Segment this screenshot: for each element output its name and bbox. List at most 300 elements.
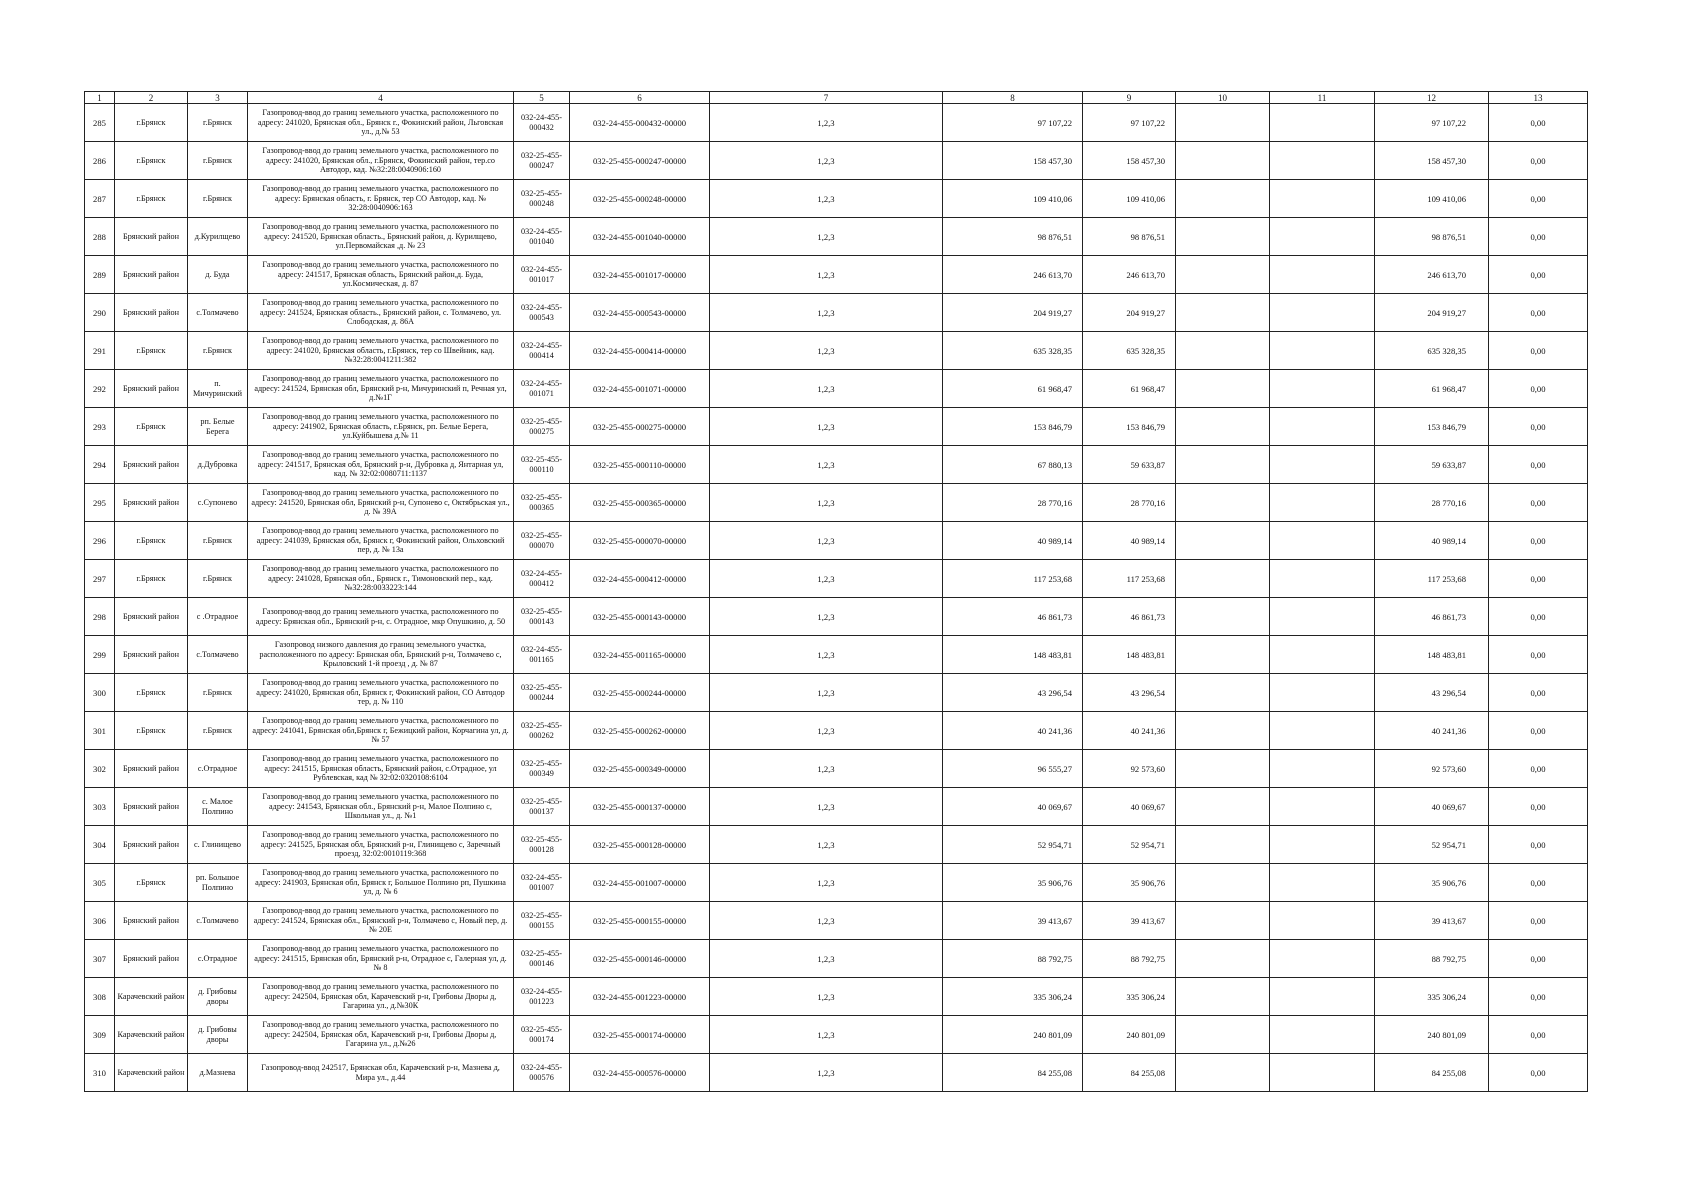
column-11-cell — [1270, 332, 1375, 370]
district-cell: г.Брянск — [115, 560, 188, 598]
book-value-cell: 98 876,51 — [1083, 218, 1176, 256]
residual-value-cell: 0,00 — [1489, 1054, 1588, 1092]
row-number-cell: 292 — [85, 370, 115, 408]
object-code-cell: 032-24-455-000414 — [514, 332, 570, 370]
column-10-cell — [1176, 294, 1270, 332]
row-number-cell: 309 — [85, 1016, 115, 1054]
object-code-cell: 032-25-455-000128 — [514, 826, 570, 864]
inventory-number-cell: 032-25-455-000128-00000 — [570, 826, 710, 864]
column-11-cell — [1270, 712, 1375, 750]
amount-cell: 46 861,73 — [1375, 598, 1489, 636]
description-cell: Газопровод-ввод до границ земельного участка, расположенного по адресу: 241524, Брянская обл, Брянский р-н, Мичуринский п, Речная ул, д.№1Г — [248, 370, 514, 408]
object-code-cell: 032-25-455-000349 — [514, 750, 570, 788]
inventory-number-cell: 032-24-455-000543-00000 — [570, 294, 710, 332]
column-10-cell — [1176, 978, 1270, 1016]
column-10-cell — [1176, 902, 1270, 940]
column-header: 12 — [1375, 92, 1489, 104]
row-number-cell: 298 — [85, 598, 115, 636]
locality-cell: г.Брянск — [188, 674, 248, 712]
column-10-cell — [1176, 788, 1270, 826]
amount-cell: 88 792,75 — [1375, 940, 1489, 978]
category-cell: 1,2,3 — [710, 180, 943, 218]
row-number-cell: 302 — [85, 750, 115, 788]
amount-cell: 97 107,22 — [1375, 104, 1489, 142]
district-cell: г.Брянск — [115, 332, 188, 370]
row-number-cell: 307 — [85, 940, 115, 978]
amount-cell: 40 241,36 — [1375, 712, 1489, 750]
description-cell: Газопровод-ввод до границ земельного участка, расположенного по адресу: 241903, Брянская обл, Брянск г, Большое Полпино рп, Пушкина ул, д. № 6 — [248, 864, 514, 902]
category-cell: 1,2,3 — [710, 446, 943, 484]
inventory-number-cell: 032-24-455-001040-00000 — [570, 218, 710, 256]
object-code-cell: 032-24-455-001017 — [514, 256, 570, 294]
document-sheet — [84, 91, 1588, 1092]
description-cell: Газопровод-ввод до границ земельного участка, расположенного по адресу: 241039, Брянская обл, Брянск г, Фокинский район, Ольховский пер, д. № 13а — [248, 522, 514, 560]
table-row — [85, 180, 1588, 218]
locality-cell: д. Грибовы дворы — [188, 978, 248, 1016]
column-10-cell — [1176, 104, 1270, 142]
book-value-cell: 153 846,79 — [1083, 408, 1176, 446]
description-cell: Газопровод низкого давления до границ земельного участка, расположенного по адресу: Брянская обл, Брянский р-н, Толмачево с, Крыловский 1-й проезд , д. № 87 — [248, 636, 514, 674]
description-cell: Газопровод-ввод 242517, Брянская обл, Карачевский р-н, Мазнева д, Мира ул., д.44 — [248, 1054, 514, 1092]
residual-value-cell: 0,00 — [1489, 294, 1588, 332]
district-cell: Брянский район — [115, 598, 188, 636]
inventory-number-cell: 032-25-455-000365-00000 — [570, 484, 710, 522]
district-cell: г.Брянск — [115, 408, 188, 446]
book-value-cell: 204 919,27 — [1083, 294, 1176, 332]
object-code-cell: 032-25-455-000248 — [514, 180, 570, 218]
book-value-cell: 109 410,06 — [1083, 180, 1176, 218]
amount-cell: 204 919,27 — [1375, 294, 1489, 332]
column-11-cell — [1270, 446, 1375, 484]
locality-cell: с.Отрадное — [188, 940, 248, 978]
category-cell: 1,2,3 — [710, 598, 943, 636]
column-number-row — [85, 92, 1588, 104]
column-header: 5 — [514, 92, 570, 104]
residual-value-cell: 0,00 — [1489, 408, 1588, 446]
locality-cell: д.Курилщево — [188, 218, 248, 256]
column-10-cell — [1176, 864, 1270, 902]
column-header: 4 — [248, 92, 514, 104]
locality-cell: рп. Белые Берега — [188, 408, 248, 446]
inventory-number-cell: 032-24-455-000432-00000 — [570, 104, 710, 142]
residual-value-cell: 0,00 — [1489, 218, 1588, 256]
object-code-cell: 032-24-455-001007 — [514, 864, 570, 902]
description-cell: Газопровод-ввод до границ земельного участка, расположенного по адресу: 242504, Брянская обл, Карачевский р-н, Грибовы Дворы д, Гагарина ул., д.№26 — [248, 1016, 514, 1054]
column-11-cell — [1270, 598, 1375, 636]
column-11-cell — [1270, 522, 1375, 560]
inventory-number-cell: 032-25-455-000137-00000 — [570, 788, 710, 826]
category-cell: 1,2,3 — [710, 712, 943, 750]
object-code-cell: 032-25-455-000365 — [514, 484, 570, 522]
district-cell: Брянский район — [115, 902, 188, 940]
description-cell: Газопровод-ввод до границ земельного участка, расположенного по адресу: 241020, Брянская обл, Брянск г, Фокинский район, СО Автодор тер, д. № 110 — [248, 674, 514, 712]
column-10-cell — [1176, 484, 1270, 522]
initial-cost-cell: 158 457,30 — [943, 142, 1083, 180]
book-value-cell: 40 241,36 — [1083, 712, 1176, 750]
book-value-cell: 148 483,81 — [1083, 636, 1176, 674]
book-value-cell: 97 107,22 — [1083, 104, 1176, 142]
locality-cell: с.Толмачево — [188, 294, 248, 332]
book-value-cell: 158 457,30 — [1083, 142, 1176, 180]
column-11-cell — [1270, 104, 1375, 142]
inventory-number-cell: 032-25-455-000146-00000 — [570, 940, 710, 978]
column-11-cell — [1270, 142, 1375, 180]
locality-cell: г.Брянск — [188, 180, 248, 218]
column-11-cell — [1270, 902, 1375, 940]
category-cell: 1,2,3 — [710, 788, 943, 826]
row-number-cell: 297 — [85, 560, 115, 598]
residual-value-cell: 0,00 — [1489, 902, 1588, 940]
locality-cell: д.Мазнева — [188, 1054, 248, 1092]
residual-value-cell: 0,00 — [1489, 674, 1588, 712]
amount-cell: 635 328,35 — [1375, 332, 1489, 370]
inventory-number-cell: 032-25-455-000349-00000 — [570, 750, 710, 788]
description-cell: Газопровод-ввод до границ земельного участка, расположенного по адресу: 241028, Брянская обл., Брянск г., Тимоновский пер., кад. №32:28:0033223:144 — [248, 560, 514, 598]
residual-value-cell: 0,00 — [1489, 636, 1588, 674]
initial-cost-cell: 67 880,13 — [943, 446, 1083, 484]
column-10-cell — [1176, 370, 1270, 408]
district-cell: г.Брянск — [115, 180, 188, 218]
initial-cost-cell: 84 255,08 — [943, 1054, 1083, 1092]
category-cell: 1,2,3 — [710, 218, 943, 256]
district-cell: Брянский район — [115, 940, 188, 978]
column-10-cell — [1176, 332, 1270, 370]
district-cell: Карачевский район — [115, 1054, 188, 1092]
table-row — [85, 104, 1588, 142]
column-10-cell — [1176, 446, 1270, 484]
object-code-cell: 032-24-455-001223 — [514, 978, 570, 1016]
initial-cost-cell: 46 861,73 — [943, 598, 1083, 636]
amount-cell: 109 410,06 — [1375, 180, 1489, 218]
book-value-cell: 59 633,87 — [1083, 446, 1176, 484]
locality-cell: с.Толмачево — [188, 636, 248, 674]
category-cell: 1,2,3 — [710, 674, 943, 712]
amount-cell: 59 633,87 — [1375, 446, 1489, 484]
inventory-number-cell: 032-24-455-001223-00000 — [570, 978, 710, 1016]
category-cell: 1,2,3 — [710, 294, 943, 332]
object-code-cell: 032-25-455-000174 — [514, 1016, 570, 1054]
initial-cost-cell: 148 483,81 — [943, 636, 1083, 674]
table-row — [85, 332, 1588, 370]
initial-cost-cell: 98 876,51 — [943, 218, 1083, 256]
description-cell: Газопровод-ввод до границ земельного участка, расположенного по адресу: 241041, Брянская обл,Брянск г, Бежицкий район, Корчагина ул, д.№ 57 — [248, 712, 514, 750]
column-10-cell — [1176, 256, 1270, 294]
column-header: 13 — [1489, 92, 1588, 104]
row-number-cell: 288 — [85, 218, 115, 256]
row-number-cell: 295 — [85, 484, 115, 522]
residual-value-cell: 0,00 — [1489, 104, 1588, 142]
row-number-cell: 300 — [85, 674, 115, 712]
initial-cost-cell: 39 413,67 — [943, 902, 1083, 940]
residual-value-cell: 0,00 — [1489, 370, 1588, 408]
inventory-number-cell: 032-25-455-000248-00000 — [570, 180, 710, 218]
column-10-cell — [1176, 598, 1270, 636]
table-row — [85, 940, 1588, 978]
district-cell: Карачевский район — [115, 1016, 188, 1054]
initial-cost-cell: 96 555,27 — [943, 750, 1083, 788]
initial-cost-cell: 40 989,14 — [943, 522, 1083, 560]
table-row — [85, 788, 1588, 826]
inventory-number-cell: 032-24-455-001007-00000 — [570, 864, 710, 902]
table-row — [85, 978, 1588, 1016]
book-value-cell: 84 255,08 — [1083, 1054, 1176, 1092]
table-row — [85, 142, 1588, 180]
description-cell: Газопровод-ввод до границ земельного участка, расположенного по адресу: 241517, Брянская обл, Брянский р-н, Дубровка д, Янтарная ул, кад. № 32:02:0080711:1137 — [248, 446, 514, 484]
locality-cell: г.Брянск — [188, 142, 248, 180]
object-code-cell: 032-25-455-000070 — [514, 522, 570, 560]
row-number-cell: 285 — [85, 104, 115, 142]
initial-cost-cell: 246 613,70 — [943, 256, 1083, 294]
district-cell: Брянский район — [115, 484, 188, 522]
row-number-cell: 305 — [85, 864, 115, 902]
amount-cell: 153 846,79 — [1375, 408, 1489, 446]
column-10-cell — [1176, 674, 1270, 712]
object-code-cell: 032-25-455-000110 — [514, 446, 570, 484]
amount-cell: 335 306,24 — [1375, 978, 1489, 1016]
row-number-cell: 310 — [85, 1054, 115, 1092]
object-code-cell: 032-25-455-000143 — [514, 598, 570, 636]
column-11-cell — [1270, 1016, 1375, 1054]
object-code-cell: 032-25-455-000155 — [514, 902, 570, 940]
initial-cost-cell: 635 328,35 — [943, 332, 1083, 370]
column-10-cell — [1176, 218, 1270, 256]
category-cell: 1,2,3 — [710, 940, 943, 978]
column-header: 8 — [943, 92, 1083, 104]
amount-cell: 98 876,51 — [1375, 218, 1489, 256]
residual-value-cell: 0,00 — [1489, 750, 1588, 788]
column-10-cell — [1176, 1016, 1270, 1054]
column-11-cell — [1270, 370, 1375, 408]
column-11-cell — [1270, 978, 1375, 1016]
inventory-number-cell: 032-25-455-000275-00000 — [570, 408, 710, 446]
table-row — [85, 256, 1588, 294]
district-cell: Карачевский район — [115, 978, 188, 1016]
column-11-cell — [1270, 674, 1375, 712]
locality-cell: с.Супонево — [188, 484, 248, 522]
column-11-cell — [1270, 864, 1375, 902]
initial-cost-cell: 35 906,76 — [943, 864, 1083, 902]
inventory-number-cell: 032-24-455-000412-00000 — [570, 560, 710, 598]
amount-cell: 35 906,76 — [1375, 864, 1489, 902]
column-10-cell — [1176, 826, 1270, 864]
object-code-cell: 032-24-455-000543 — [514, 294, 570, 332]
column-10-cell — [1176, 180, 1270, 218]
district-cell: Брянский район — [115, 826, 188, 864]
table-row — [85, 1016, 1588, 1054]
column-11-cell — [1270, 484, 1375, 522]
table-row — [85, 826, 1588, 864]
description-cell: Газопровод-ввод до границ земельного участка, расположенного по адресу: 241524, Брянская обл., Брянский р-н, Толмачево с, Новый пер, д. № 20Е — [248, 902, 514, 940]
row-number-cell: 299 — [85, 636, 115, 674]
row-number-cell: 294 — [85, 446, 115, 484]
residual-value-cell: 0,00 — [1489, 180, 1588, 218]
book-value-cell: 40 069,67 — [1083, 788, 1176, 826]
object-code-cell: 032-25-455-000244 — [514, 674, 570, 712]
amount-cell: 240 801,09 — [1375, 1016, 1489, 1054]
inventory-number-cell: 032-24-455-001017-00000 — [570, 256, 710, 294]
table-row — [85, 636, 1588, 674]
book-value-cell: 28 770,16 — [1083, 484, 1176, 522]
table-row — [85, 1054, 1588, 1092]
category-cell: 1,2,3 — [710, 1016, 943, 1054]
district-cell: Брянский район — [115, 750, 188, 788]
category-cell: 1,2,3 — [710, 1054, 943, 1092]
book-value-cell: 52 954,71 — [1083, 826, 1176, 864]
residual-value-cell: 0,00 — [1489, 940, 1588, 978]
inventory-number-cell: 032-25-455-000070-00000 — [570, 522, 710, 560]
initial-cost-cell: 40 069,67 — [943, 788, 1083, 826]
description-cell: Газопровод-ввод до границ земельного участка, расположенного по адресу: Брянская область, г. Брянск, тер СО Автодор, кад. № 32:28:0040906:163 — [248, 180, 514, 218]
residual-value-cell: 0,00 — [1489, 484, 1588, 522]
object-code-cell: 032-24-455-000576 — [514, 1054, 570, 1092]
amount-cell: 92 573,60 — [1375, 750, 1489, 788]
book-value-cell: 635 328,35 — [1083, 332, 1176, 370]
column-header: 7 — [710, 92, 943, 104]
object-code-cell: 032-24-455-001165 — [514, 636, 570, 674]
column-11-cell — [1270, 256, 1375, 294]
initial-cost-cell: 117 253,68 — [943, 560, 1083, 598]
district-cell: Брянский район — [115, 788, 188, 826]
object-code-cell: 032-24-455-001071 — [514, 370, 570, 408]
column-11-cell — [1270, 940, 1375, 978]
table-row — [85, 560, 1588, 598]
column-11-cell — [1270, 180, 1375, 218]
category-cell: 1,2,3 — [710, 750, 943, 788]
inventory-number-cell: 032-25-455-000244-00000 — [570, 674, 710, 712]
district-cell: Брянский район — [115, 218, 188, 256]
category-cell: 1,2,3 — [710, 522, 943, 560]
description-cell: Газопровод-ввод до границ земельного участка, расположенного по адресу: 241902, Брянская область, г.Брянск, рп. Белые Берега, ул.Куйбышева д.№ 11 — [248, 408, 514, 446]
table-row — [85, 902, 1588, 940]
book-value-cell: 35 906,76 — [1083, 864, 1176, 902]
initial-cost-cell: 88 792,75 — [943, 940, 1083, 978]
residual-value-cell: 0,00 — [1489, 712, 1588, 750]
book-value-cell: 88 792,75 — [1083, 940, 1176, 978]
locality-cell: д. Грибовы дворы — [188, 1016, 248, 1054]
category-cell: 1,2,3 — [710, 636, 943, 674]
initial-cost-cell: 335 306,24 — [943, 978, 1083, 1016]
initial-cost-cell: 97 107,22 — [943, 104, 1083, 142]
inventory-number-cell: 032-25-455-000247-00000 — [570, 142, 710, 180]
book-value-cell: 92 573,60 — [1083, 750, 1176, 788]
book-value-cell: 246 613,70 — [1083, 256, 1176, 294]
district-cell: г.Брянск — [115, 142, 188, 180]
amount-cell: 117 253,68 — [1375, 560, 1489, 598]
locality-cell: с .Отрадное — [188, 598, 248, 636]
column-header: 3 — [188, 92, 248, 104]
amount-cell: 28 770,16 — [1375, 484, 1489, 522]
column-11-cell — [1270, 788, 1375, 826]
initial-cost-cell: 240 801,09 — [943, 1016, 1083, 1054]
book-value-cell: 46 861,73 — [1083, 598, 1176, 636]
amount-cell: 246 613,70 — [1375, 256, 1489, 294]
initial-cost-cell: 28 770,16 — [943, 484, 1083, 522]
column-header: 11 — [1270, 92, 1375, 104]
description-cell: Газопровод-ввод до границ земельного участка, расположенного по адресу: 241517, Брянская область, Брянский район,д. Буда, ул.Космическая, д. 87 — [248, 256, 514, 294]
category-cell: 1,2,3 — [710, 408, 943, 446]
object-code-cell: 032-25-455-000262 — [514, 712, 570, 750]
residual-value-cell: 0,00 — [1489, 826, 1588, 864]
amount-cell: 40 989,14 — [1375, 522, 1489, 560]
category-cell: 1,2,3 — [710, 332, 943, 370]
locality-cell: с. Глинищево — [188, 826, 248, 864]
residual-value-cell: 0,00 — [1489, 598, 1588, 636]
column-header: 10 — [1176, 92, 1270, 104]
object-code-cell: 032-25-455-000275 — [514, 408, 570, 446]
row-number-cell: 290 — [85, 294, 115, 332]
inventory-number-cell: 032-25-455-000174-00000 — [570, 1016, 710, 1054]
book-value-cell: 61 968,47 — [1083, 370, 1176, 408]
amount-cell: 39 413,67 — [1375, 902, 1489, 940]
table-row — [85, 712, 1588, 750]
column-header: 2 — [115, 92, 188, 104]
column-10-cell — [1176, 522, 1270, 560]
amount-cell: 40 069,67 — [1375, 788, 1489, 826]
row-number-cell: 304 — [85, 826, 115, 864]
row-number-cell: 286 — [85, 142, 115, 180]
residual-value-cell: 0,00 — [1489, 1016, 1588, 1054]
row-number-cell: 289 — [85, 256, 115, 294]
category-cell: 1,2,3 — [710, 978, 943, 1016]
description-cell: Газопровод-ввод до границ земельного участка, расположенного по адресу: 241515, Брянская область, Брянский район, с.Отрадное, ул Рублевская, кад № 32:02:0320108:6104 — [248, 750, 514, 788]
amount-cell: 43 296,54 — [1375, 674, 1489, 712]
district-cell: г.Брянск — [115, 674, 188, 712]
locality-cell: п. Мичуринский — [188, 370, 248, 408]
locality-cell: с. Малое Полпино — [188, 788, 248, 826]
description-cell: Газопровод-ввод до границ земельного участка, расположенного по адресу: 241543, Брянская обл., Брянский р-н, Малое Полпино с, Школьная ул., д. №1 — [248, 788, 514, 826]
book-value-cell: 240 801,09 — [1083, 1016, 1176, 1054]
inventory-number-cell: 032-25-455-000155-00000 — [570, 902, 710, 940]
column-11-cell — [1270, 294, 1375, 332]
book-value-cell: 40 989,14 — [1083, 522, 1176, 560]
residual-value-cell: 0,00 — [1489, 256, 1588, 294]
column-header: 6 — [570, 92, 710, 104]
column-10-cell — [1176, 940, 1270, 978]
description-cell: Газопровод-ввод до границ земельного участка, расположенного по адресу: 241524, Брянская область., Брянский район, с. Толмачево, ул. Слободская, д. 86А — [248, 294, 514, 332]
column-10-cell — [1176, 750, 1270, 788]
description-cell: Газопровод-ввод до границ земельного участка, расположенного по адресу: 241520, Брянская обл, Брянский р-н, Супонево с, Октябрьская ул., д. № 39А — [248, 484, 514, 522]
locality-cell: г.Брянск — [188, 332, 248, 370]
residual-value-cell: 0,00 — [1489, 560, 1588, 598]
amount-cell: 84 255,08 — [1375, 1054, 1489, 1092]
residual-value-cell: 0,00 — [1489, 142, 1588, 180]
district-cell: г.Брянск — [115, 522, 188, 560]
locality-cell: д.Дубровка — [188, 446, 248, 484]
locality-cell: г.Брянск — [188, 522, 248, 560]
inventory-number-cell: 032-25-455-000262-00000 — [570, 712, 710, 750]
district-cell: Брянский район — [115, 636, 188, 674]
object-code-cell: 032-25-455-000247 — [514, 142, 570, 180]
column-10-cell — [1176, 142, 1270, 180]
table-row — [85, 294, 1588, 332]
initial-cost-cell: 153 846,79 — [943, 408, 1083, 446]
table-row — [85, 750, 1588, 788]
locality-cell: с.Отрадное — [188, 750, 248, 788]
initial-cost-cell: 40 241,36 — [943, 712, 1083, 750]
row-number-cell: 296 — [85, 522, 115, 560]
column-10-cell — [1176, 560, 1270, 598]
row-number-cell: 287 — [85, 180, 115, 218]
residual-value-cell: 0,00 — [1489, 332, 1588, 370]
table-body — [85, 104, 1588, 1092]
locality-cell: г.Брянск — [188, 712, 248, 750]
inventory-number-cell: 032-25-455-000143-00000 — [570, 598, 710, 636]
table-row — [85, 522, 1588, 560]
column-11-cell — [1270, 636, 1375, 674]
locality-cell: г.Брянск — [188, 560, 248, 598]
book-value-cell: 117 253,68 — [1083, 560, 1176, 598]
description-cell: Газопровод-ввод до границ земельного участка, расположенного по адресу: 241020, Брянская обл., Брянск г., Фокинский район, Льговская ул., д.№ 53 — [248, 104, 514, 142]
